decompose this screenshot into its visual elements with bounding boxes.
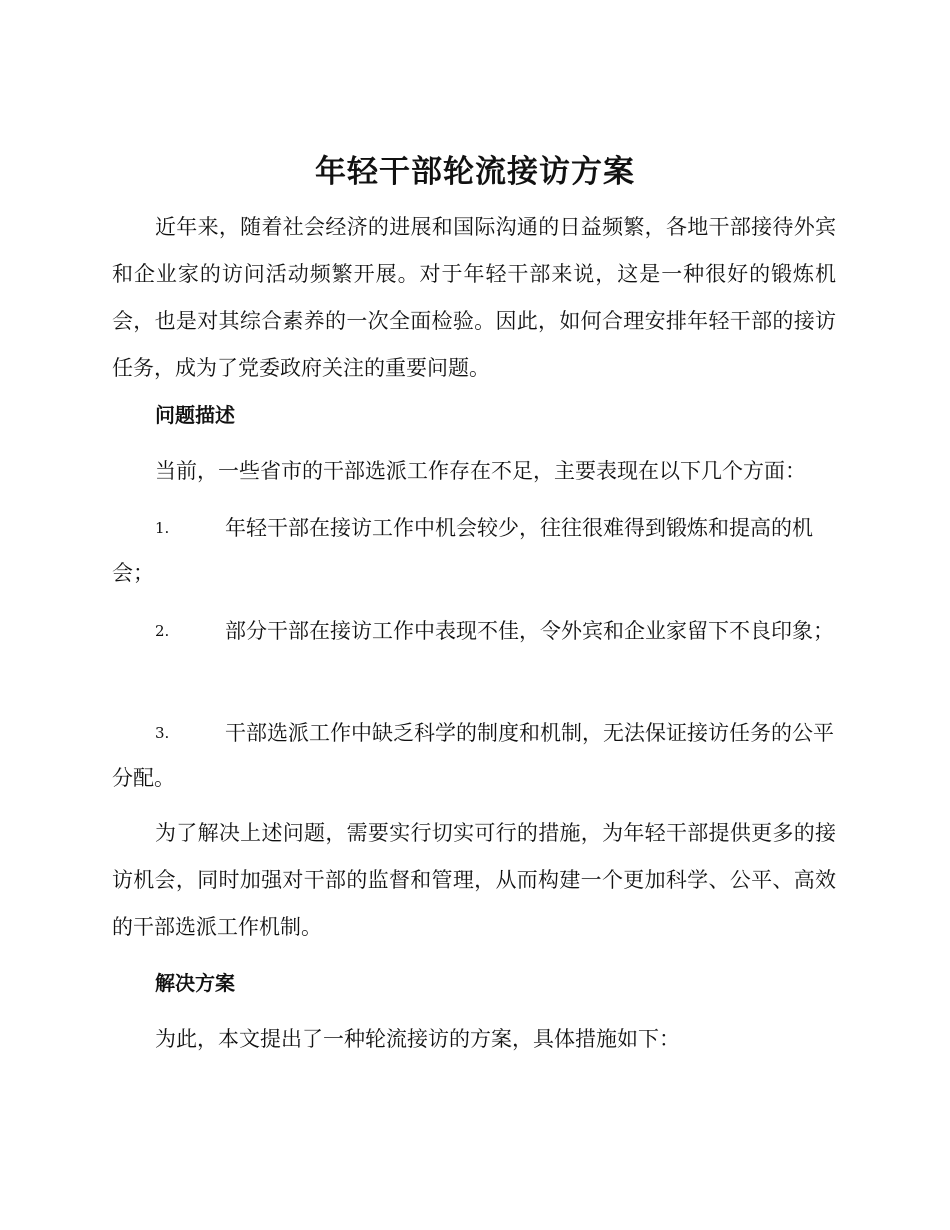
section-heading-problem: 问题描述 — [155, 403, 235, 427]
list-item — [112, 506, 836, 596]
document-title: 年轻干部轮流接访方案 — [315, 154, 635, 190]
list-item-text: 年轻干部在接访工作中机会较少，往往很难得到锻炼和提高的机会； — [112, 516, 813, 585]
list-item-text: 部分干部在接访工作中表现不佳，令外宾和企业家留下不良印象； — [225, 619, 834, 643]
solution-lead-paragraph: 为此，本文提出了一种轮流接访的方案，具体措施如下： — [155, 1027, 680, 1051]
list-item — [112, 609, 836, 654]
list-number: 1. — [155, 519, 170, 537]
problem-conclusion-paragraph: 为了解决上述问题，需要实行切实可行的措施，为年轻干部提供更多的接访机会，同时加强对干部的监督和管理，从而构建一个更加科学、公平、高效的干部选派工作机制。 — [112, 821, 836, 939]
problem-lead-paragraph: 当前，一些省市的干部选派工作存在不足，主要表现在以下几个方面： — [155, 459, 806, 483]
intro-paragraph: 近年来，随着社会经济的进展和国际沟通的日益频繁，各地干部接待外宾和企业家的访问活动频繁开展。对于年轻干部来说，这是一种很好的锻炼机会，也是对其综合素养的一次全面检验。因此，如何合理安排年轻干部的接访任务，成为了党委政府关注的重要问题。 — [112, 215, 836, 380]
list-number: 3. — [155, 724, 170, 742]
section-heading-solution: 解决方案 — [155, 971, 235, 995]
list-item — [112, 711, 836, 801]
list-number: 2. — [155, 622, 170, 640]
list-item-text: 干部选派工作中缺乏科学的制度和机制，无法保证接访任务的公平分配。 — [112, 721, 834, 790]
